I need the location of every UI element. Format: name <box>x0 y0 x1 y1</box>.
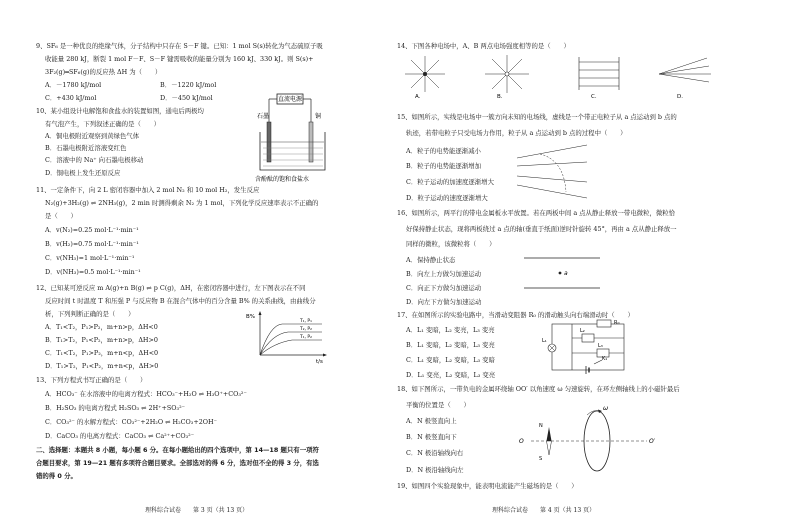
q11-stem-line1: 11、一定条件下，向 2 L 密闭容器中加入 2 mol N₂ 和 10 mol H₂，发生反应 <box>36 186 260 194</box>
q12-curve1-label: T₁, P₁ <box>300 319 312 324</box>
q12-stem-line3: 析，下列判断正确的是（ ） <box>45 310 135 318</box>
q15-option-c[interactable]: C．粒子运动的加速度逐渐增大 <box>406 178 494 186</box>
q18-option-d[interactable]: D．N 极沿轴线向左 <box>406 466 464 474</box>
q16-option-d[interactable]: D．向左下方做匀加速运动 <box>406 298 482 306</box>
q11-option-a[interactable]: A．v(N₂)=0.25 mol·L⁻¹·min⁻¹ <box>45 226 139 234</box>
q17-option-c[interactable]: C．L₁ 变暗，L₂ 变暗，L₃ 变暗 <box>406 356 495 364</box>
q12-b-percent-graph <box>246 310 330 365</box>
q12-option-c[interactable]: C．T₁<T₂，P₁>P₂，m+n<p，ΔH<0 <box>45 349 159 357</box>
q13-option-b[interactable]: B．H₂SO₃ 的电离方程式 H₂SO₃ ⇌ 2H⁺+SO₃²⁻ <box>45 404 186 412</box>
q18-stem-line1: 18、如下图所示，一带负电的金属环绕轴 OO′ 以角速度 ω 匀速旋转，在环左侧轴线上的小磁针最后 <box>397 385 680 393</box>
q13-option-c[interactable]: C．CO₃²⁻ 的水解方程式：CO₃²⁻+2H₂O ⇌ H₂CO₃+2OH⁻ <box>45 418 217 426</box>
q16-stem-line1: 16、如图所示，两平行的带电金属板水平放置。若在两板中间 a 点从静止释放一带电微粒，微粒恰 <box>397 209 676 217</box>
q13-option-a[interactable]: A．HCO₃⁻ 在水溶液中的电离方程式：HCO₃⁻+H₂O ⇌ H₃O⁺+CO₃²⁻ <box>45 390 247 398</box>
q10-option-a[interactable]: A．铜电极附近观察到黄绿色气体 <box>45 132 140 140</box>
q15-option-d[interactable]: D．粒子运动的速度逐渐增大 <box>406 194 488 202</box>
q17-r0-label: R₀ <box>614 320 620 326</box>
q12-option-d[interactable]: D．T₁>T₂，P₁<P₂，m+n<p，ΔH>0 <box>45 362 159 370</box>
q9-stem-line1: 9、SF₆ 是一种优良的绝缘气体，分子结构中只存在 S－F 键。已知：1 mol S(s)转化为气态硫原子吸 <box>36 42 323 50</box>
q17-option-b[interactable]: B．L₁ 变暗，L₂ 变暗，L₃ 变亮 <box>406 341 495 349</box>
q18-option-b[interactable]: B．N 极竖直向下 <box>406 433 457 441</box>
section2-line1: 二、选择题：本题共 8 小题，每小题 6 分。在每小题给出的四个选项中，第 14—18 题只有一项符 <box>36 446 319 454</box>
q14-label-c: C. <box>591 94 597 100</box>
q17-k1-label: K₁ <box>602 356 608 362</box>
q15-stem-line2: 轨迹，若带电粒子只受电场力作用，粒子从 a 点运动到 b 点的过程中（ ） <box>406 129 627 137</box>
section2-line2: 合题目要求，第 19—21 题有多项符合题目要求。全部选对的得 6 分，选对但不全的得 3 分，有选 <box>36 459 319 467</box>
section2-line3: 错的得 0 分。 <box>36 472 77 480</box>
q18-o-prime-label: O′ <box>649 438 656 445</box>
q12-ylabel: B% <box>246 314 255 320</box>
q17-stem: 17、在如图所示的实验电路中，当滑动变阻器 R₀ 的滑动触头向右端滑动时（ ） <box>397 311 634 319</box>
q14-label-b: B. <box>497 94 503 100</box>
q16-plates-figure <box>522 252 602 292</box>
q14-figure-c-plates <box>579 57 619 90</box>
q16-option-c[interactable]: C．向正下方做匀加速运动 <box>406 284 482 292</box>
q11-stem-line2: N₂(g)+3H₂(g) ⇌ 2NH₃(g)，2 min 时测得剩余 N₂ 为 1 mol，下列化学反应速率表示不正确的 <box>45 199 319 207</box>
q10-copper-label: 铜 <box>315 113 322 120</box>
q12-option-b[interactable]: B．T₁>T₂，P₁<P₂，m+n>p，ΔH>0 <box>45 336 158 344</box>
right-page <box>397 0 794 531</box>
q12-curve2-label: T₂, P₂ <box>300 327 312 332</box>
q12-curve3-label: T₁, P₂ <box>300 335 312 340</box>
q18-s-label: S <box>539 456 543 462</box>
q9-stem-line2: 收能量 280 kJ，断裂 1 mol F－F、S－F 键需吸收的能量分别为 160 kJ、330 kJ。则 S(s)+ <box>45 55 314 63</box>
q11-option-c[interactable]: C．v(NH₃)=1 mol·L⁻¹·min⁻¹ <box>45 254 135 262</box>
q14-field-figures <box>397 52 727 100</box>
q16-point-a-label: a <box>564 270 568 277</box>
q11-option-b[interactable]: B．v(H₂)=0.75 mol·L⁻¹·min⁻¹ <box>45 240 139 248</box>
q18-option-a[interactable]: A．N 极竖直向上 <box>406 417 457 425</box>
q19-stem: 19、如图四个实验现象中，能表明电流能产生磁场的是（ ） <box>397 482 578 490</box>
q12-stem-line2: 反应时间 t 时温度 T 和压强 P 与反应物 B 在混合气体中的百分含量 B% 的关系曲线，由曲线分 <box>45 297 316 305</box>
q9-option-c[interactable]: C．+430 kJ/mol <box>45 94 97 102</box>
q10-option-d[interactable]: D．铜电极上发生还原反应 <box>45 169 121 177</box>
q18-omega-label: ω <box>603 405 609 412</box>
q9-stem-line3: 3F₂(g)═SF₆(g)的反应热 ΔH 为（ ） <box>45 68 162 76</box>
q10-stem-line2: 有气泡产生，下列叙述正确的是（ ） <box>45 120 161 128</box>
q18-ring-figure <box>517 405 657 475</box>
q10-option-c[interactable]: C．溶液中的 Na⁺ 向石墨电极移动 <box>45 156 144 164</box>
q15-option-b[interactable]: B．粒子的电势能逐渐增加 <box>406 162 481 170</box>
q11-stem-line3: 是（ ） <box>45 212 77 220</box>
q12-stem-line1: 12、已知某可逆反应 m A(g)+n B(g) ⇌ p C(g)，ΔH，在密闭容器中进行，左下图表示在不同 <box>36 284 306 292</box>
q12-xlabel: t/s <box>316 359 323 365</box>
q10-stem-line1: 10、某小组设计电解饱和食盐水的装置如图，通电后两极均 <box>36 107 204 115</box>
q12-option-a[interactable]: A．T₁<T₂，P₁>P₂，m+n>p，ΔH<0 <box>45 323 158 331</box>
q10-option-b[interactable]: B．石墨电极附近溶液变红色 <box>45 144 127 152</box>
q18-option-c[interactable]: C．N 极沿轴线向右 <box>406 449 464 457</box>
q17-option-d[interactable]: D．L₁ 变亮，L₂ 变暗，L₃ 变亮 <box>406 371 496 379</box>
q17-l3-label: L₃ <box>598 343 603 349</box>
q9-option-b[interactable]: B．－1220 kJ/mol <box>160 81 217 89</box>
q16-option-b[interactable]: B．向左上方做匀加速运动 <box>406 270 481 278</box>
q14-figure-d-diverging <box>659 58 711 82</box>
q13-option-d[interactable]: D．CaCO₃ 的电离方程式：CaCO₃ ⇌ Ca²⁺+CO₃²⁻ <box>45 432 195 440</box>
q14-stem: 14、下图各种电场中，A、B 两点电场强度相等的是（ ） <box>397 42 570 50</box>
q16-stem-line2: 好保持静止状态，现将两板绕过 a 点的轴(垂直于纸面)逆时针旋转 45°，再由 a 点从静止释放一 <box>406 225 677 233</box>
q17-l2-label: L₂ <box>580 328 585 334</box>
q10-power-label: 直流电源 <box>277 96 303 103</box>
q13-stem: 13、下列方程式书写正确的是（ ） <box>36 376 147 384</box>
q14-label-d: D. <box>677 94 683 100</box>
right-page-footer: 理科综合试卷 第 4 页（共 13 页） <box>492 507 596 514</box>
q16-stem-line3: 同样的微粒，该微粒将（ ） <box>406 240 496 248</box>
left-page-footer: 理科综合试卷 第 3 页（共 13 页） <box>145 507 249 514</box>
q17-circuit-figure <box>542 318 637 376</box>
q15-stem-line1: 15、如图所示，实线是电场中一簇方向未知的电场线，虚线是一个带正电粒子从 a 点运动到 b 点的 <box>397 113 677 121</box>
q11-option-d[interactable]: D．v(NH₃)=0.5 mol·L⁻¹·min⁻¹ <box>45 268 141 276</box>
q18-stem-line2: 平衡的位置是（ ） <box>406 401 470 409</box>
q9-option-d[interactable]: D．－450 kJ/mol <box>160 94 213 102</box>
q10-electrolysis-figure <box>255 92 335 184</box>
q15-option-a[interactable]: A．粒子的电势能逐渐减小 <box>406 147 481 155</box>
q14-label-a: A. <box>415 94 421 100</box>
q10-caption: 含酚酞的饱和食盐水 <box>255 176 310 183</box>
q17-l1-label: L₁ <box>542 338 547 344</box>
q15-field-line-figure <box>512 140 592 200</box>
q10-graphite-label: 石墨 <box>257 113 270 120</box>
q16-option-a[interactable]: A．保持静止状态 <box>406 256 456 264</box>
q18-n-label: N <box>539 423 543 429</box>
q18-o-label: O <box>519 438 524 445</box>
q9-option-a[interactable]: A．－1780 kJ/mol <box>45 81 102 89</box>
q17-option-a[interactable]: A．L₁ 变暗，L₂ 变亮，L₃ 变亮 <box>406 326 495 334</box>
